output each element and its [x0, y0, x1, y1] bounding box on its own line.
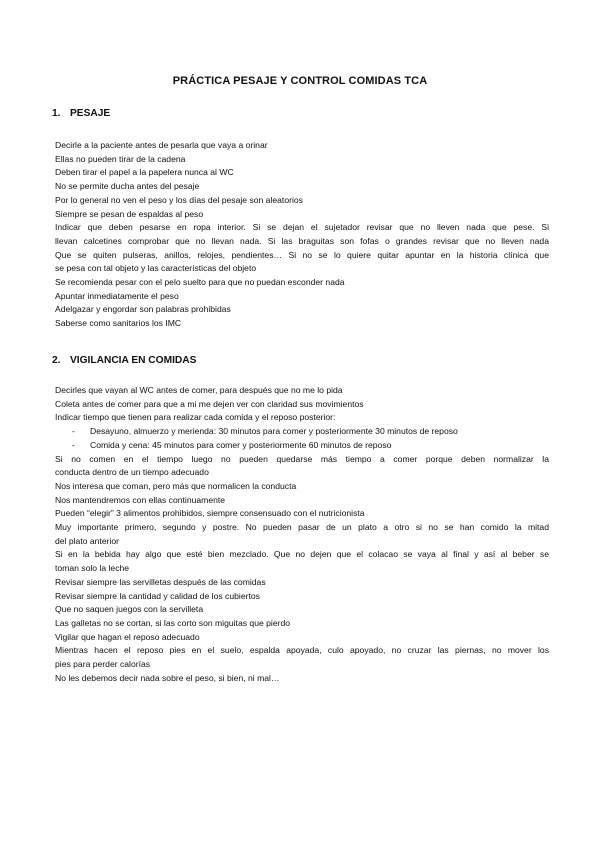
body-line: Indicar que deben pesarse en ropa interior. Si se dejan el sujetador revisar que no lleven nada que pese. Si: [55, 222, 549, 233]
bullet-dash: -: [72, 426, 75, 437]
section-number: 1.: [52, 108, 61, 119]
section-number: 2.: [52, 355, 61, 366]
body-line: Muy importante primero, segundo y postre. No pueden pasar de un plato a otro si no se han comido la mitad: [55, 522, 549, 533]
body-line: Vigilar que hagan el reposo adecuado: [55, 631, 200, 642]
body-line: Mientras hacen el reposo pies en el suelo, espalda apoyada, culo apoyado, no cruzar las piernas, no mover los: [55, 645, 549, 656]
body-line: Que no saquen juegos con la servilleta: [55, 604, 204, 615]
body-line: Siempre se pesan de espaldas al peso: [55, 208, 204, 219]
body-line: Por lo general no ven el peso y los días del pesaje son aleatorios: [55, 194, 303, 205]
body-line: Ellas no pueden tirar de la cadena: [55, 153, 186, 164]
bullet-item: [55, 425, 549, 439]
document-title: PRÁCTICA PESAJE Y CONTROL COMIDAS TCA: [172, 75, 428, 87]
body-line: conducta dentro de un tiempo adecuado: [55, 467, 209, 478]
body-line: No se permite ducha antes del pesaje: [55, 181, 200, 192]
body-line: se pesa con tal objeto y las características del objeto: [55, 263, 257, 274]
body-line: Decirles que vayan al WC antes de comer, para después que no me lo pida: [55, 385, 343, 395]
body-line: Revisar siempre la cantidad y calidad de los cubiertos: [55, 590, 260, 601]
bullet-dash: -: [72, 439, 75, 450]
body-line: Si no comen en el tiempo luego no pueden quedarse más tiempo a comer porque deben normalizar la: [55, 453, 549, 464]
bullet-item: [55, 439, 549, 453]
body-line: Se recomienda pesar con el pelo suelto para que no puedan esconder nada: [55, 277, 345, 288]
body-line: Nos mantendremos con ellas continuamente: [55, 494, 226, 505]
body-line: toman solo la leche: [55, 563, 130, 574]
section-title: VIGILANCIA EN COMIDAS: [70, 355, 197, 366]
body-line: Saberse como sanitarios los IMC: [55, 318, 182, 329]
bullet-text: Desayuno, almuerzo y merienda: 30 minutos para comer y posteriormente 30 minutos de reposo: [90, 426, 458, 437]
section-heading-pesaje: [52, 108, 110, 119]
body-line: Deben tirar el papel a la papelera nunca al WC: [55, 167, 234, 178]
body-line: Apuntar inmediatamente el peso: [55, 290, 179, 301]
body-line: Indicar tiempo que tienen para realizar cada comida y el reposo posterior:: [55, 412, 336, 423]
body-line: del plato anterior: [55, 535, 120, 546]
body-line: Coleta antes de comer para que a mi me dejen ver con claridad sus movimientos: [55, 398, 364, 409]
body-line: Las galletas no se cortan, si las corto son miguitas que pierdo: [55, 617, 291, 628]
section-title: PESAJE: [70, 108, 111, 119]
body-line: Si en la bebida hay algo que esté bien mezclado. Que no dejen que el colacao se vaya al final y así al beber se: [55, 549, 549, 560]
body-line: No les debemos decir nada sobre el peso, si bien, ni mal…: [55, 672, 280, 683]
section-heading-vigilancia: [52, 355, 196, 366]
bullet-text: Comida y cena: 45 minutos para comer y posteriormente 60 minutos de reposo: [90, 439, 392, 450]
section-body-vigilancia: [55, 384, 549, 685]
body-line: Adelgazar y engordar son palabras prohibidas: [55, 304, 231, 315]
body-line: llevan calcetines comprobar que no llevan nada. Si las braguitas son fofas o grandes revisar que no lleven nada: [55, 235, 549, 246]
body-line: Pueden “elegir” 3 alimentos prohibidos, siempre consensuado con el nutricionista: [55, 508, 365, 519]
body-line: pies para perder calorías: [55, 659, 151, 670]
body-line: Revisar siempre las servilletas después de las comidas: [55, 576, 266, 587]
section-body-pesaje: [55, 139, 549, 331]
body-line: Que se quiten pulseras, anillos, relojes, pendientes… Si no se lo quiere quitar apuntar en la historia clínica que: [55, 249, 549, 260]
body-line: Decirle a la paciente antes de pesarla que vaya a orinar: [55, 140, 268, 150]
body-line: Nos interesa que coman, pero más que normalicen la conducta: [55, 480, 297, 491]
